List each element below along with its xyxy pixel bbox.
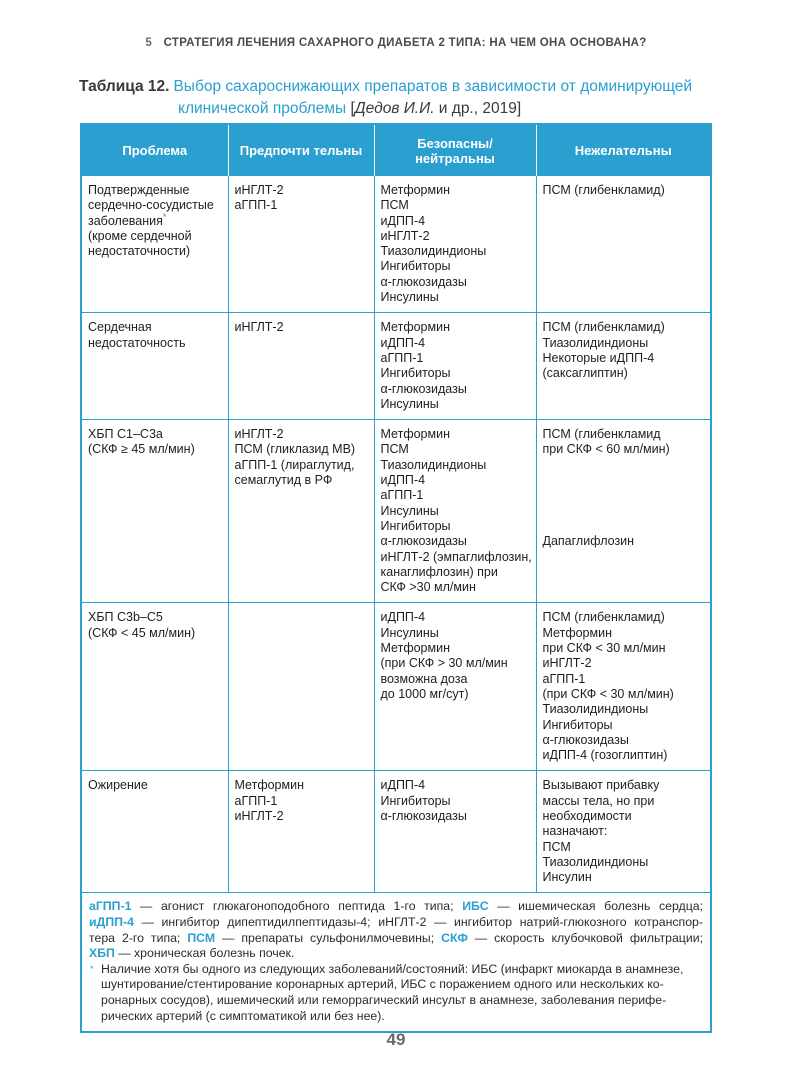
cell-problem — [82, 603, 228, 771]
cell-undesirable — [536, 603, 710, 771]
cell-line: Инсулины — [380, 625, 439, 640]
footnote-line: Наличие хотя бы одного из следующих заболеваний/состояний: ИБС (инфаркт миокарда в анамнезе, — [101, 961, 684, 976]
cell-line: Некоторые иДПП-4 — [542, 350, 655, 365]
cell-problem — [82, 176, 228, 313]
cell-line: Инсулины — [380, 396, 439, 411]
cell-problem — [82, 771, 228, 893]
table-row — [82, 420, 710, 603]
cell-line: Метформин — [380, 320, 450, 335]
cell-line: (СКФ ≥ 45 мл/мин) — [88, 442, 195, 457]
cell-problem — [82, 420, 228, 603]
column-header-preferred: Предпочти тельны — [228, 125, 374, 176]
cell-line: Тиазолидиндионы — [542, 702, 649, 717]
cell-line: Инсулины — [380, 503, 439, 518]
footnote — [89, 962, 703, 1024]
cell-line: α-глюкозидазы — [380, 534, 467, 549]
cell-line: α-глюкозидазы — [380, 274, 467, 289]
cell-line: ХБП С1–С3а — [88, 427, 163, 442]
cell-safe — [374, 603, 536, 771]
cell-safe — [374, 313, 536, 420]
cell-line: ПСМ (глибенкламид — [542, 427, 661, 442]
cell-line: до 1000 мг/сут) — [380, 686, 469, 701]
cell-preferred — [228, 313, 374, 420]
caption-ref-open: [ — [350, 100, 355, 117]
cell-line: необходимости — [542, 808, 632, 823]
cell-line: Ингибиторы — [380, 366, 451, 381]
cell-undesirable — [536, 176, 710, 313]
abbreviation-term: иДПП-4 — [89, 915, 134, 930]
cell-line: заболевания* — [88, 211, 167, 228]
cell-undesirable — [536, 771, 710, 893]
cell-line: иНГЛТ-2 — [234, 320, 284, 335]
table-row — [82, 176, 710, 313]
cell-line: (кроме сердечной — [88, 228, 192, 243]
cell-line: (при СКФ < 30 мл/мин) — [542, 686, 674, 701]
cell-line: Метформин — [234, 778, 304, 793]
table-row — [82, 313, 710, 420]
table-notes — [82, 893, 710, 1031]
cell-line: аГПП-1 — [380, 488, 424, 503]
cell-line: Ингибиторы — [380, 793, 451, 808]
column-header-line: Безопасны/ — [417, 135, 493, 151]
cell-line: аГПП-1 (лираглутид, — [234, 457, 355, 472]
cell-line: ПСМ — [380, 442, 409, 457]
cell-line: иНГЛТ-2 — [234, 183, 284, 197]
abbreviation-term: ИБС — [462, 899, 489, 914]
abbreviation-line — [89, 899, 703, 915]
cell-line: сердечно-сосудистые — [88, 198, 214, 213]
footnote-line: рических артерий (с симптоматикой или без нее). — [101, 1008, 385, 1023]
caption-ref-author: Дедов И.И. — [354, 100, 435, 117]
cell-line: Инсулин — [542, 870, 592, 885]
cell-line: аГПП-1 — [542, 671, 586, 686]
cell-line: при СКФ < 30 мл/мин — [542, 641, 666, 656]
cell-preferred — [228, 420, 374, 603]
page-number: 49 — [386, 1030, 406, 1049]
caption-label: Таблица 12. — [79, 78, 170, 95]
footnote-line: ронарных сосудов), ишемический или геморрагический инсульт в анамнезе, заболевания перифе- — [101, 993, 667, 1008]
abbreviation-term: ХБП — [89, 946, 115, 961]
cell-line: ПСМ (глибенкламид) — [542, 183, 665, 197]
drug-selection-table — [80, 123, 712, 1033]
cell-line: (при СКФ > 30 мл/мин — [380, 656, 508, 671]
cell-line: ПСМ (гликлазид МВ) — [234, 442, 356, 457]
column-header-problem: Проблема — [82, 125, 228, 176]
cell-problem — [82, 313, 228, 420]
cell-line: СКФ >30 мл/мин — [380, 580, 476, 595]
cell-line: Тиазолидиндионы — [542, 335, 649, 350]
abbreviation-line — [89, 915, 703, 931]
cell-line: иНГЛТ-2 — [234, 427, 284, 442]
abbreviation-definition: — ингибитор дипептидилпептидазы-4; иНГЛТ-2 — ингибитор натрий-глюкозного котранспор- — [133, 915, 703, 930]
cell-line: α-глюкозидазы — [542, 732, 629, 747]
cell-line: иДПП-4 — [380, 778, 426, 793]
abbreviation-term: ПСМ — [187, 930, 216, 945]
cell-line: Вызывают прибавку — [542, 778, 660, 793]
abbreviation-line — [89, 946, 703, 962]
table-header-row — [82, 125, 710, 176]
cell-undesirable — [536, 420, 710, 603]
cell-line: (СКФ < 45 мл/мин) — [88, 625, 196, 640]
cell-line: недостаточности) — [88, 244, 191, 259]
footnote-ref-marker: * — [162, 211, 167, 222]
cell-line: Тиазолидиндионы — [380, 244, 487, 259]
cell-line: аГПП-1 — [234, 793, 278, 808]
cell-line: канаглифлозин) при — [380, 564, 498, 579]
cell-preferred — [228, 176, 374, 313]
cell-line: ПСМ — [542, 839, 571, 854]
abbreviations — [89, 899, 703, 961]
cell-safe — [374, 771, 536, 893]
cell-line: иНГЛТ-2 — [542, 656, 592, 671]
cell-preferred — [228, 603, 374, 771]
abbreviation-definition: — ишемическая болезнь сердца; — [488, 899, 703, 914]
cell-line: (саксаглиптин) — [542, 366, 628, 381]
abbreviation-term: аГПП-1 — [89, 899, 132, 914]
cell-line: ПСМ (глибенкламид) — [542, 610, 665, 625]
cell-line: ПСМ (глибенкламид) — [542, 320, 665, 335]
cell-line: Ингибиторы — [380, 518, 451, 533]
cell-line: α-глюкозидазы — [380, 381, 467, 396]
cell-line: иДПП-4 — [380, 213, 426, 228]
caption-title-line2: клинической проблемы — [178, 100, 347, 117]
cell-line: Метформин — [380, 641, 450, 656]
running-header — [0, 37, 792, 49]
cell-line: семаглутид в РФ — [234, 473, 333, 488]
cell-line: Подтвержденные — [88, 183, 190, 197]
cell-line: ХБП С3b–С5 — [88, 610, 163, 625]
abbreviation-term: СКФ — [441, 930, 468, 945]
footnote-marker: * — [90, 963, 94, 974]
cell-line: иНГЛТ-2 — [380, 228, 430, 243]
cell-line: аГПП-1 — [234, 198, 278, 213]
cell-line: аГПП-1 — [380, 350, 424, 365]
cell-preferred — [228, 771, 374, 893]
caption-title-line1: Выбор сахароснижающих препаратов в зависимости от доминирующей — [173, 78, 693, 95]
cell-undesirable — [536, 313, 710, 420]
table-caption — [79, 76, 719, 120]
caption-ref-rest: и др., 2019] — [434, 100, 522, 117]
cell-line: иДПП-4 — [380, 473, 426, 488]
cell-line: Сердечная — [88, 320, 152, 335]
cell-line: иНГЛТ-2 — [234, 808, 284, 823]
table-row — [82, 603, 710, 771]
cell-line: Тиазолидиндионы — [380, 457, 487, 472]
cell-line: назначают: — [542, 824, 608, 839]
table-row — [82, 771, 710, 893]
abbreviation-definition: — хроническая болезнь почек. — [114, 946, 295, 961]
abbreviation-definition: тера 2-го типа; — [89, 930, 188, 945]
cell-line: Тиазолидиндионы — [542, 854, 649, 869]
cell-line: α-глюкозидазы — [380, 808, 467, 823]
column-header-line: нейтральны — [415, 150, 495, 166]
column-header-safe — [374, 125, 536, 176]
cell-line: ПСМ — [380, 198, 409, 213]
abbreviation-line — [89, 931, 703, 947]
abbreviation-definition: — препараты сульфонилмочевины; — [215, 930, 442, 945]
cell-line: недостаточность — [88, 335, 186, 350]
cell-line: возможна доза — [380, 671, 468, 686]
cell-line: Метформин — [380, 427, 450, 442]
cell-line: Метформин — [380, 183, 450, 197]
cell-line: Ожирение — [88, 778, 148, 793]
cell-line: массы тела, но при — [542, 793, 655, 808]
cell-line: иДПП-4 — [380, 610, 426, 625]
chapter-number: 5 — [145, 37, 153, 49]
abbreviation-definition: — агонист глюкагоноподобного пептида 1-го типа; — [131, 899, 463, 914]
footnote-line: шунтирование/стентирование коронарных артерий, ИБС с поражением одного или нескольких ко- — [101, 977, 664, 992]
cell-line: при СКФ < 60 мл/мин) — [542, 442, 670, 457]
cell-line: Дапаглифлозин — [542, 533, 635, 548]
cell-line: Инсулины — [380, 290, 439, 305]
cell-safe — [374, 176, 536, 313]
abbreviation-definition: — скорость клубочковой фильтрации; — [467, 930, 704, 945]
cell-safe — [374, 420, 536, 603]
cell-line: Ингибиторы — [380, 259, 451, 274]
cell-line: Метформин — [542, 625, 612, 640]
column-header-undesirable: Нежелательны — [536, 125, 710, 176]
cell-line: иДПП-4 — [380, 335, 426, 350]
cell-line: иДПП-4 (гозоглиптин) — [542, 748, 668, 763]
cell-line: Ингибиторы — [542, 717, 613, 732]
cell-line: иНГЛТ-2 (эмпаглифлозин, — [380, 549, 532, 564]
chapter-title: СТРАТЕГИЯ ЛЕЧЕНИЯ САХАРНОГО ДИАБЕТА 2 ТИПА: НА ЧЕМ ОНА ОСНОВАНА? — [163, 37, 647, 49]
